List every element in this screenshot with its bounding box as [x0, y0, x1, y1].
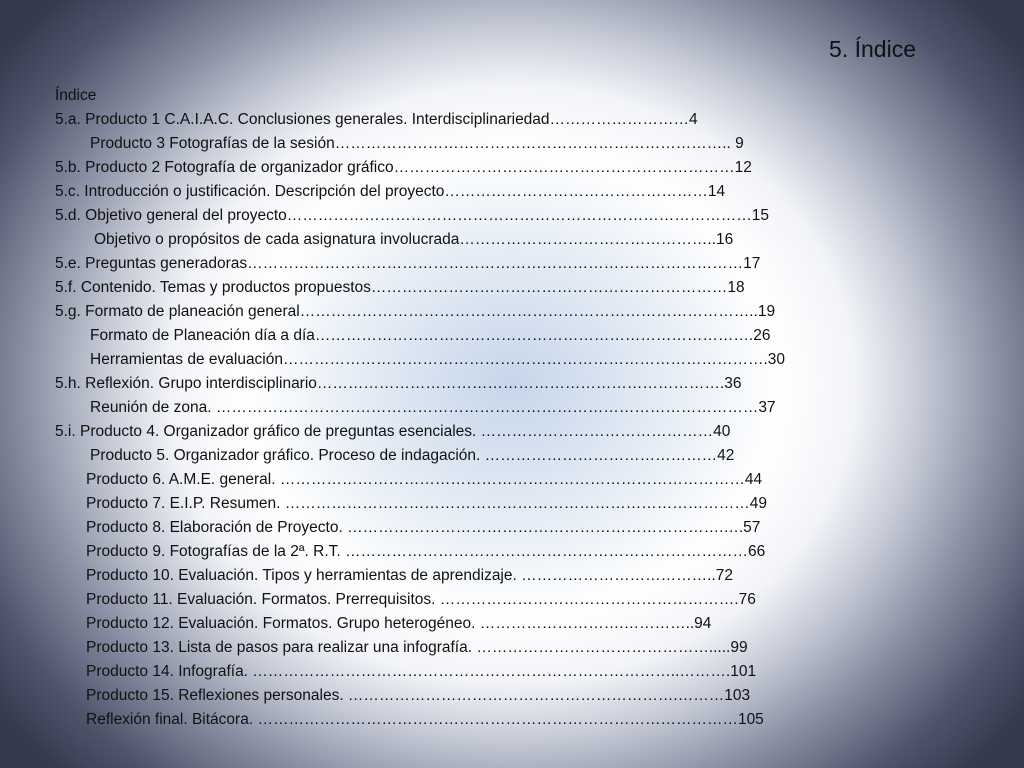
toc-entry-text: Reunión de zona. ……………………………………………………………………………………………37	[90, 399, 776, 416]
toc-entry-text: Producto 7. E.I.P. Resumen. ………………………………………………………………………………49	[86, 495, 767, 512]
toc-entry-text: 5.d. Objetivo general del proyecto………………………………………………………………………………15	[55, 207, 770, 224]
toc-entry-text: 5.i. Producto 4. Organizador gráfico de preguntas esenciales. ………………………………………40	[55, 423, 731, 440]
toc-entry	[55, 156, 752, 180]
toc-entry	[55, 108, 698, 132]
slide-title: 5. Índice	[829, 36, 916, 62]
toc-entry	[86, 492, 767, 516]
toc-entry-text: Objetivo o propósitos de cada asignatura involucrada…………………………………………..16	[94, 231, 734, 248]
toc-entry-text: Reflexión final. Bitácora. …………………………………………………………………………………105	[86, 711, 764, 728]
toc-entry-text: Formato de Planeación día a día………………………………………………………………………….26	[90, 327, 771, 344]
toc-entry-text: Producto 8. Elaboración de Proyecto. ……………………………………………………………….….57	[86, 519, 761, 536]
toc-entry-text: 5.e. Preguntas generadoras……………………………………………………………………………………17	[55, 255, 761, 272]
toc-entry-text: 5.a. Producto 1 C.A.I.A.C. Conclusiones generales. Interdisciplinariedad………………………4	[55, 111, 698, 128]
toc-entry	[86, 564, 733, 588]
toc-entry-text: Producto 15. Reflexiones personales. ……………………………………………………….………103	[86, 687, 751, 704]
toc-entry-text: Producto 12. Evaluación. Formatos. Grupo heterogéneo. ……………………….…………..94	[86, 615, 712, 632]
toc-entry-text: 5.b. Producto 2 Fotografía de organizador gráfico…………………………………………………………12	[55, 159, 752, 176]
toc-entry	[55, 276, 745, 300]
toc-entry-text: Producto 9. Fotografías de la 2ª. R.T. ……………………………………………………………………66	[86, 543, 766, 560]
toc-entry	[55, 180, 725, 204]
toc-entry	[90, 324, 770, 348]
toc-entry-text: 5.f. Contenido. Temas y productos propuestos……………………………………………………………18	[55, 279, 745, 296]
toc-entry-text: Producto 10. Evaluación. Tipos y herramientas de aprendizaje. ………………………………..72	[86, 567, 733, 584]
toc-entry	[86, 588, 756, 612]
toc-entry-text: Producto 5. Organizador gráfico. Proceso de indagación. ………………………………………42	[90, 447, 735, 464]
toc-entry	[86, 684, 750, 708]
toc-entry	[55, 420, 730, 444]
toc-entry	[86, 468, 762, 492]
toc-entry-text: Producto 13. Lista de pasos para realizar una infografía. ……………………………………….....99	[86, 639, 748, 656]
toc-entry	[55, 204, 769, 228]
toc-entry	[55, 372, 741, 396]
toc-entry-text: 5.g. Formato de planeación general……………………………………………………………………………..19	[55, 303, 776, 320]
toc-entry-text: 5.h. Reflexión. Grupo interdisciplinario…………………………………………………………………….36	[55, 375, 742, 392]
toc-entry-text: Herramientas de evaluación………………………………………………………………………………….30	[90, 351, 786, 368]
toc-entry-text: Producto 6. A.M.E. general. ………………………………………………………………………………44	[86, 471, 763, 488]
toc-entry	[94, 228, 733, 252]
toc-entry	[86, 540, 765, 564]
toc-entry	[55, 252, 760, 276]
toc-entry	[86, 636, 748, 660]
toc-entry	[86, 660, 756, 684]
toc-heading: Índice	[55, 87, 97, 104]
toc-entry	[55, 300, 775, 324]
toc-entry-text: Producto 14. Infografía. ………………………………………………………………………..……….101	[86, 663, 757, 680]
toc-entry	[90, 396, 776, 420]
toc-entry	[86, 516, 760, 540]
toc-entry-text: 5.c. Introducción o justificación. Descripción del proyecto……………………………………………14	[55, 183, 726, 200]
toc-entry	[86, 708, 764, 732]
toc-entry	[90, 348, 785, 372]
toc-entry-text: Producto 3 Fotografías de la sesión………………………………………………………………….. 9	[90, 135, 744, 152]
toc-entry	[86, 612, 711, 636]
toc-entry	[90, 444, 734, 468]
toc-entry	[90, 132, 744, 156]
toc-entry-text: Producto 11. Evaluación. Formatos. Prerrequisitos. ………………………………………………….76	[86, 591, 756, 608]
